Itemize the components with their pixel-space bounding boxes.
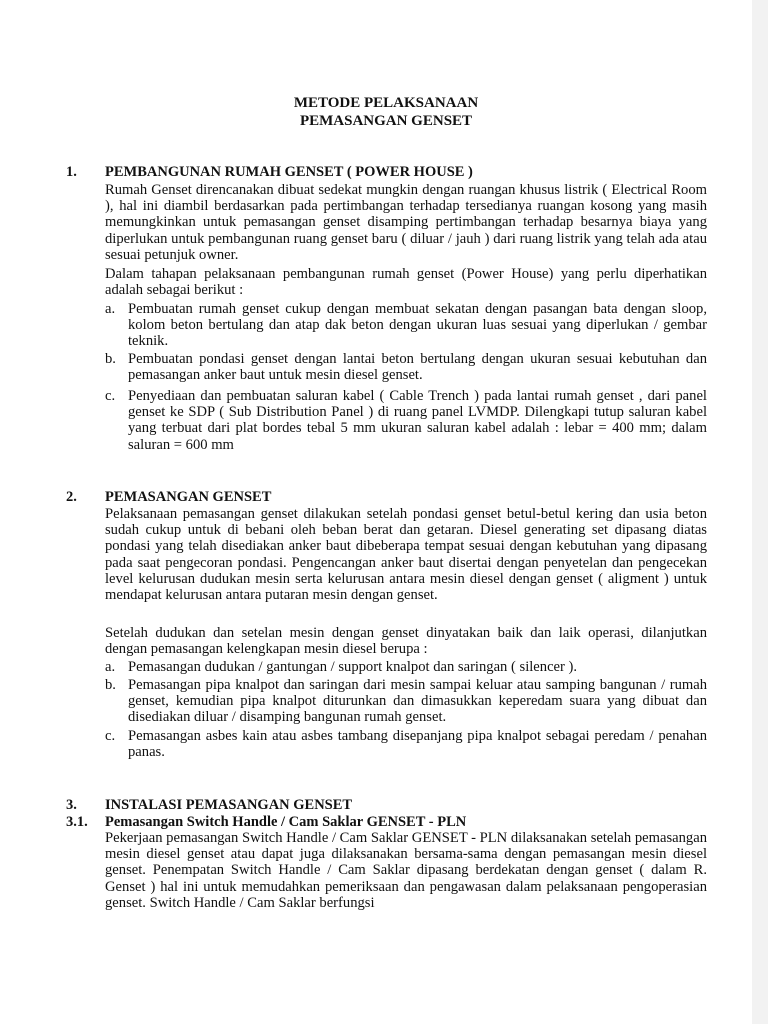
section-1-heading: PEMBANGUNAN RUMAH GENSET ( POWER HOUSE ) — [105, 164, 473, 180]
section-1-paragraph-2: Dalam tahapan pelaksanaan pembangunan rumah genset (Power House) yang perlu diperhatikan adalah sebagai berikut : — [105, 266, 707, 299]
section-2-item-a — [105, 659, 707, 675]
list-marker: a. — [105, 659, 116, 675]
list-marker: b. — [105, 677, 116, 693]
list-item-text: Pemasangan pipa knalpot dan saringan dari mesin sampai keluar atau samping bangunan / rumah genset, kemudian pipa knalpot diturunkan dan dimasukkan keperedam suara yang dibuat dan disediakan diluar / disamping bangunan rumah genset. — [128, 677, 707, 726]
section-2-paragraph-1: Pelaksanaan pemasangan genset dilakukan setelah pondasi genset betul-betul kering dan usia beton sudah cukup untuk di bebani oleh beban berat dan getaran. Diesel generating set dipasang diatas pondasi yang telah disediakan anker baut dibeberapa tempat sesuai dengan kebutuhan yang dipasang pada saat pengecoran pondasi. Pengencangan anker baut disertai dengan penyetelan dan pengecekan level kelurusan dudukan mesin serta kelurusan antara mesin diesel dengan genset ( aligment ) untuk mendapat kelurusan antara putaran mesin dengan genset. — [105, 506, 707, 604]
list-item-text: Pemasangan dudukan / gantungan / support knalpot dan saringan ( silencer ). — [128, 659, 578, 675]
section-3-heading: INSTALASI PEMASANGAN GENSET — [105, 797, 353, 813]
list-marker: c. — [105, 388, 116, 404]
section-2-paragraph-2: Setelah dudukan dan setelan mesin dengan genset dinyatakan baik dan laik operasi, dilanjutkan dengan pemasangan kelengkapan mesin diesel berupa : — [105, 625, 707, 658]
section-1-item-c — [105, 388, 707, 453]
list-item-text: Pembuatan rumah genset cukup dengan membuat sekatan dengan pasangan bata dengan sloop, kolom beton bertulang dan atap dak beton dengan ukuran luas sesuai yang diperlukan / gembar teknik. — [128, 301, 707, 350]
section-2-heading: PEMASANGAN GENSET — [105, 489, 272, 505]
list-item-text: Penyediaan dan pembuatan saluran kabel ( Cable Trench ) pada lantai rumah genset , dari panel genset ke SDP ( Sub Distribution Panel ) di ruang panel LVMDP. Dilengkapi tutup saluran kabel yang terbuat dari plat bordes tebal 5 mm ukuran saluran kabel adalah : lebar = 400 mm; dalam saluran = 600 mm — [128, 388, 707, 453]
subsection-3-1-number: 3.1. — [66, 814, 88, 830]
section-3-number: 3. — [66, 797, 77, 813]
list-marker: a. — [105, 301, 116, 317]
subsection-3-1-paragraph: Pekerjaan pemasangan Switch Handle / Cam Saklar GENSET - PLN dilaksanakan setelah pemasangan mesin diesel genset atau dapat juga dilaksanakan bersama-sama dengan pemasangan mesin diesel genset. Penempatan Switch Handle / Cam Saklar dipasang berdekatan dengan genset ( dalam R. Genset ) hal ini untuk memudahkan pemeriksaan dan pengawasan dalam pelaksanaan pengoperasian genset. Switch Handle / Cam Saklar berfungsi — [105, 830, 707, 911]
section-1-item-b — [105, 351, 707, 383]
section-2-item-b — [105, 677, 707, 726]
document-title: METODE PELAKSANAAN — [293, 95, 479, 111]
section-1-paragraph-1: Rumah Genset direncanakan dibuat sedekat mungkin dengan ruangan khusus listrik ( Electrical Room ), hal ini diambil berdasarkan pada pertimbangan terhadap tersedianya ruangan kosong yang masih memungkinkan untuk pemasangan genset disamping pertimbangan terhadap besarnya biaya yang diperlukan untuk pembangunan ruang genset baru ( diluar / jauh ) dari ruang listrik yang telah ada atau sesuai petunjuk owner. — [105, 182, 707, 263]
list-marker: b. — [105, 351, 116, 367]
list-item-text: Pemasangan asbes kain atau asbes tambang disepanjang pipa knalpot sebagai peredam / penahan panas. — [128, 728, 707, 761]
section-2-item-c — [105, 728, 707, 760]
section-1-number: 1. — [66, 164, 77, 180]
document-subtitle: PEMASANGAN GENSET — [299, 113, 473, 129]
section-2-number: 2. — [66, 489, 77, 505]
section-1-item-a — [105, 301, 707, 350]
subsection-3-1-heading: Pemasangan Switch Handle / Cam Saklar GENSET - PLN — [105, 814, 467, 830]
list-marker: c. — [105, 728, 116, 744]
list-item-text: Pembuatan pondasi genset dengan lantai beton bertulang dengan ukuran sesuai kebutuhan dan pemasangan anker baut untuk mesin diesel genset. — [128, 351, 707, 384]
